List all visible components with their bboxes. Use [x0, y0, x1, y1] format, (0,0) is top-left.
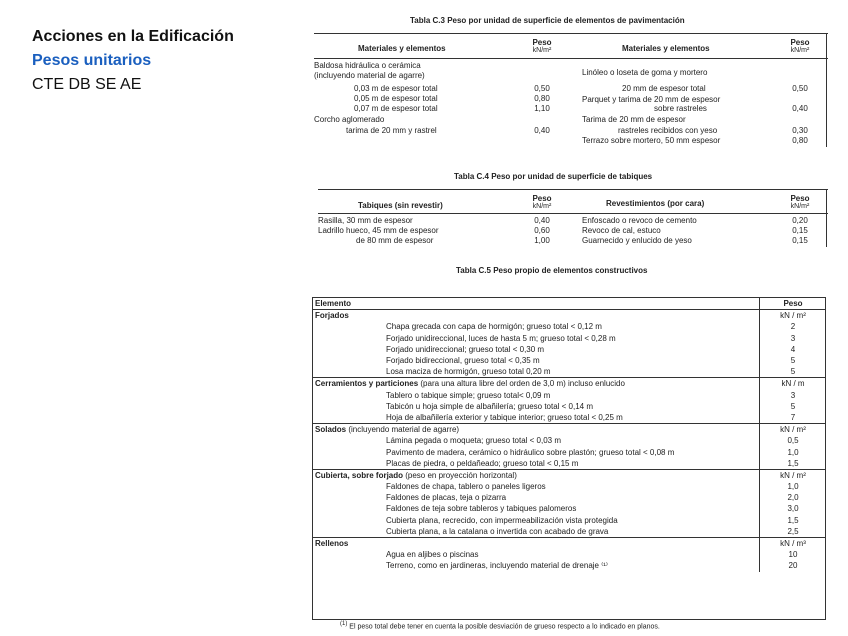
item-weight: 1,0 [760, 446, 827, 457]
item-weight: 20 [760, 560, 827, 571]
table-c4-right-row: Enfoscado o revoco de cemento [582, 216, 697, 225]
table-row [312, 435, 826, 446]
item-weight: 5 [760, 366, 827, 378]
table-c3-col-unit-right: kN/m² [790, 47, 810, 54]
table-c3-right-row: Terrazo sobre mortero, 50 mm espesor [582, 136, 721, 145]
table-row [312, 549, 826, 560]
item-weight: 2 [760, 321, 827, 332]
table-row [312, 366, 826, 378]
table-c4-left-row: de 80 mm de espesor [356, 236, 434, 245]
table-c3-left-row: 0,07 m de espesor total [354, 104, 438, 113]
table-c5 [312, 298, 826, 572]
item-description: Placas de piedra, o peldañeado; grueso total < 0,15 m [386, 458, 579, 468]
item-description: Forjado bidireccional, grueso total < 0,35 m [386, 356, 540, 366]
item-description: Faldones de placas, teja o pizarra [386, 493, 507, 503]
table-c4-caption: Tabla C.4 Peso por unidad de superficie de tabiques [454, 172, 653, 181]
item-description: Losa maciza de hormigón, grueso total 0,20 m [386, 367, 551, 377]
table-c3-col-material-left: Materiales y elementos [358, 44, 446, 53]
item-description: Tablero o tabique simple; grueso total< 0,09 m [386, 390, 551, 400]
table-c3-left-value: 0,50 [534, 84, 550, 93]
table-c3-right-row: Linóleo o loseta de goma y mortero [582, 68, 708, 77]
item-description: Tabicón u hoja simple de albañilería; grueso total < 0,14 m [386, 401, 594, 411]
table-row [312, 355, 826, 366]
table-c4-col-left: Tabiques (sin revestir) [358, 201, 443, 210]
section-note: (incluyendo material de agarre) [346, 425, 460, 435]
section-name: Forjados [315, 311, 349, 321]
item-weight: 2,0 [760, 492, 827, 503]
table-c3-right-row: rastreles recibidos con yeso [618, 126, 718, 135]
section-name-cell [312, 378, 760, 390]
item-description: Lámina pegada o moqueta; grueso total < 0,03 m [386, 436, 562, 446]
section-name-cell [312, 310, 760, 322]
item-description: Terreno, como en jardineras, incluyendo material de drenaje ⁽¹⁾ [386, 561, 608, 571]
table-c3-right-value: 0,50 [792, 84, 808, 93]
table-row [312, 412, 826, 424]
table-c3-right-value: 0,30 [792, 126, 808, 135]
table-c5-footnote [340, 621, 660, 630]
table-c3-left-row: 0,03 m de espesor total [354, 84, 438, 93]
footnote-text: El peso total debe tener en cuenta la posible desviación de grueso respecto a lo indicado en planos. [349, 623, 660, 631]
table-c4-right-value: 0,15 [792, 236, 808, 245]
item-description: Forjado unidireccional; grueso total < 0,30 m [386, 344, 545, 354]
table-c3-header-rule [314, 58, 828, 59]
table-c5-caption: Tabla C.5 Peso propio de elementos constructivos [456, 266, 648, 275]
item-description: Hoja de albañilería exterior y tabique interior; grueso total < 0,25 m [386, 412, 623, 422]
table-c4-col-unit-left: kN/m² [532, 203, 552, 210]
table-c4-right-value: 0,15 [792, 226, 808, 235]
section-unit: kN / m [760, 378, 827, 390]
page-title: Acciones en la Edificación [32, 28, 234, 45]
section-unit: kN / m³ [760, 537, 827, 549]
item-description: Faldones de chapa, tablero o paneles ligeros [386, 482, 546, 492]
table-c4-col-weight-right: Peso [790, 194, 810, 203]
table-c3-left-row: Baldosa hidráulica o cerámica [314, 61, 421, 70]
section-name: Solados [315, 425, 347, 435]
item-weight: 1,0 [760, 481, 827, 492]
item-weight: 0,5 [760, 435, 827, 446]
table-c3-right-value: 0,40 [792, 104, 808, 113]
table-c3-right-value: 0,80 [792, 136, 808, 145]
table-section-row [312, 537, 826, 549]
table-c3-right-row: sobre rastreles [654, 104, 707, 113]
item-description: Cubierta plana, a la catalana o invertida con acabado de grava [386, 526, 609, 536]
table-row [312, 446, 826, 457]
table-c3-left-value: 1,10 [534, 104, 550, 113]
table-c4-left-value: 1,00 [534, 236, 550, 245]
table-section-row [312, 469, 826, 481]
table-c4-col-unit-right: kN/m² [790, 203, 810, 210]
code-reference: CTE DB SE AE [32, 76, 142, 93]
item-weight: 7 [760, 412, 827, 424]
section-name-cell [312, 424, 760, 436]
table-row [312, 560, 826, 571]
table-c4-col-weight-left: Peso [532, 194, 552, 203]
item-weight: 4 [760, 344, 827, 355]
table-row [312, 333, 826, 344]
table-c3-left-row: Corcho aglomerado [314, 115, 385, 124]
section-note: (para una altura libre del orden de 3,0 m) incluso enlucido [418, 379, 625, 389]
table-c4-top-rule [318, 189, 828, 190]
table-c5-col-weight: Peso [760, 298, 827, 310]
table-c4-left-value: 0,40 [534, 216, 550, 225]
table-row [312, 481, 826, 492]
table-c3-right-row: Tarima de 20 mm de espesor [582, 115, 686, 124]
item-description: Agua en aljibes o piscinas [386, 550, 479, 560]
table-c3-col-weight-right: Peso [790, 38, 810, 47]
table-c3-col-weight-left: Peso [532, 38, 552, 47]
table-c3-col-unit-left: kN/m² [532, 47, 552, 54]
item-weight: 1,5 [760, 515, 827, 526]
item-description: Faldones de teja sobre tableros y tabiques palomeros [386, 504, 577, 514]
item-description: Forjado unidireccional, luces de hasta 5 m; grueso total < 0,28 m [386, 333, 616, 343]
section-name-cell [312, 469, 760, 481]
table-c4-header-rule [318, 213, 828, 214]
table-row [312, 503, 826, 514]
section-note: (peso en proyección horizontal) [403, 470, 517, 480]
table-c3-caption: Tabla C.3 Peso por unidad de superficie de elementos de pavimentación [410, 16, 685, 25]
table-c3-left-row: tarima de 20 mm y rastrel [346, 126, 437, 135]
table-c3-col-material-right: Materiales y elementos [622, 44, 710, 53]
table-section-row [312, 378, 826, 390]
table-c4-right-row: Revoco de cal, estuco [582, 226, 661, 235]
table-section-row [312, 424, 826, 436]
item-description: Cubierta plana, recrecido, con impermeabilización vista protegida [386, 515, 618, 525]
item-description: Chapa grecada con capa de hormigón; grueso total < 0,12 m [386, 322, 602, 332]
table-c3-left-value: 0,80 [534, 94, 550, 103]
table-c3-right-border [826, 33, 827, 147]
table-c4-right-border [826, 189, 827, 247]
section-name: Cerramientos y particiones [315, 379, 419, 389]
table-c4-left-row: Rasilla, 30 mm de espesor [318, 216, 413, 225]
table-c3-left-row: 0,05 m de espesor total [354, 94, 438, 103]
item-description: Pavimento de madera, cerámico o hidráulico sobre plastón; grueso total < 0,08 m [386, 447, 675, 457]
table-section-row [312, 310, 826, 322]
table-c3-left-row: (incluyendo material de agarre) [314, 71, 425, 80]
table-c5-col-element: Elemento [315, 299, 352, 309]
table-row [312, 515, 826, 526]
item-weight: 3,0 [760, 503, 827, 514]
section-name: Cubierta, sobre forjado [315, 470, 404, 480]
section-unit: kN / m² [760, 424, 827, 436]
item-weight: 5 [760, 401, 827, 412]
item-weight: 5 [760, 355, 827, 366]
table-c3-top-rule [314, 33, 828, 34]
table-c4-left-value: 0,60 [534, 226, 550, 235]
item-weight: 3 [760, 390, 827, 401]
table-row [312, 458, 826, 470]
table-c4-right-row: Guarnecido y enlucido de yeso [582, 236, 692, 245]
section-name: Rellenos [315, 539, 349, 549]
section-unit: kN / m² [760, 469, 827, 481]
item-weight: 1,5 [760, 458, 827, 470]
table-c3-right-row: Parquet y tarima de 20 mm de espesor [582, 95, 721, 104]
table-row [312, 344, 826, 355]
section-unit: kN / m² [760, 310, 827, 322]
table-c4-right-value: 0,20 [792, 216, 808, 225]
table-row [312, 526, 826, 538]
table-c3-left-value: 0,40 [534, 126, 550, 135]
page-subtitle: Pesos unitarios [32, 52, 152, 69]
footnote-mark: (1) [340, 621, 348, 627]
item-weight: 2,5 [760, 526, 827, 538]
table-c3-right-row: 20 mm de espesor total [622, 84, 706, 93]
table-c4-col-right: Revestimientos (por cara) [606, 199, 705, 208]
item-weight: 3 [760, 333, 827, 344]
table-row [312, 390, 826, 401]
table-row [312, 492, 826, 503]
table-row [312, 401, 826, 412]
table-header-row [312, 298, 826, 310]
table-row [312, 321, 826, 332]
table-c4-left-row: Ladrillo hueco, 45 mm de espesor [318, 226, 439, 235]
section-name-cell [312, 537, 760, 549]
item-weight: 10 [760, 549, 827, 560]
